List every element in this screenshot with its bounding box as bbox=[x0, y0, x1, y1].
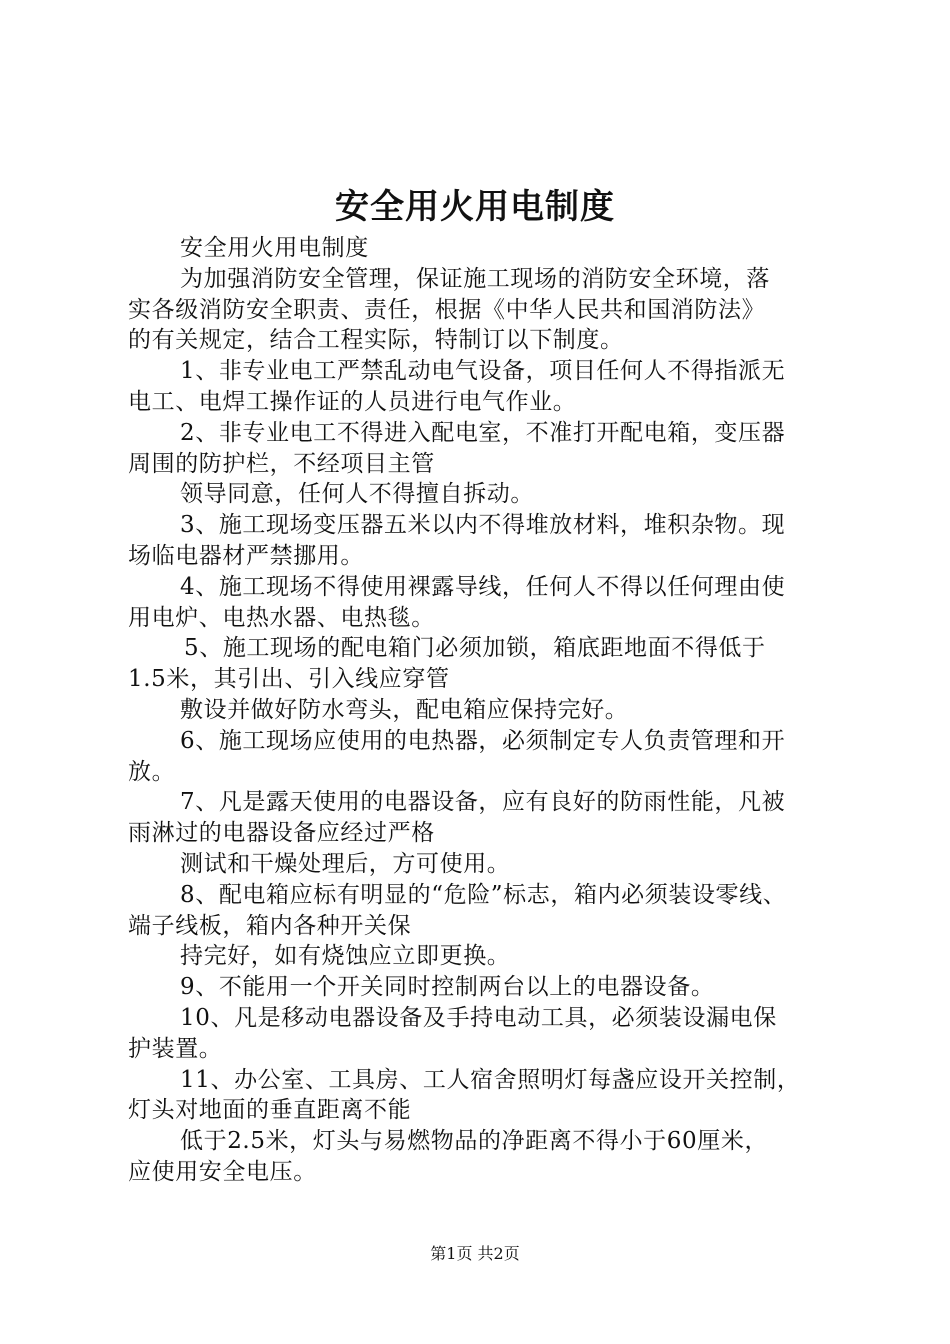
body-line: 低于2.5米，灯头与易燃物品的净距离不得小于60厘米， bbox=[180, 1128, 769, 1155]
document-body bbox=[128, 233, 840, 1188]
body-line: 端子线板，箱内各种开关保 bbox=[128, 912, 412, 939]
body-line: 护装置。 bbox=[128, 1035, 223, 1062]
body-line: 1、非专业电工严禁乱动电气设备，项目任何人不得指派无 bbox=[180, 358, 786, 385]
body-line: 6、施工现场应使用的电热器，必须制定专人负责管理和开 bbox=[180, 727, 786, 754]
body-line: 周围的防护栏，不经项目主管 bbox=[128, 450, 435, 477]
body-line: 4、施工现场不得使用裸露导线，任何人不得以任何理由使 bbox=[180, 573, 786, 600]
body-line: 雨淋过的电器设备应经过严格 bbox=[128, 820, 435, 847]
page-footer: 第1页 共2页 bbox=[430, 1244, 520, 1263]
body-line: 用电炉、电热水器、电热毯。 bbox=[128, 604, 435, 631]
body-line: 领导同意，任何人不得擅自拆动。 bbox=[180, 481, 534, 508]
body-line: 安全用火用电制度 bbox=[180, 235, 369, 261]
body-line: 2、非专业电工不得进入配电室，不准打开配电箱，变压器 bbox=[180, 419, 786, 446]
body-line: 10、凡是移动电器设备及手持电动工具，必须装设漏电保 bbox=[180, 1004, 777, 1031]
body-line: 应使用安全电压。 bbox=[128, 1158, 317, 1185]
body-line: 的有关规定，结合工程实际，特制订以下制度。 bbox=[128, 327, 624, 354]
document-title: 安全用火用电制度 bbox=[335, 187, 615, 227]
body-line: 9、不能用一个开关同时控制两台以上的电器设备。 bbox=[180, 974, 715, 1001]
body-line: 1.5米，其引出、引入线应穿管 bbox=[128, 666, 450, 693]
body-line: 为加强消防安全管理，保证施工现场的消防安全环境，落 bbox=[180, 265, 770, 292]
body-line: 5、施工现场的配电箱门必须加锁，箱底距地面不得低于 bbox=[184, 635, 766, 662]
body-line: 测试和干燥处理后，方可使用。 bbox=[180, 850, 511, 877]
body-line: 11、办公室、工具房、工人宿舍照明灯每盏应设开关控制， bbox=[180, 1066, 801, 1093]
body-line: 敷设并做好防水弯头，配电箱应保持完好。 bbox=[180, 696, 629, 723]
body-line: 放。 bbox=[128, 758, 176, 785]
body-line: 7、凡是露天使用的电器设备，应有良好的防雨性能，凡被 bbox=[180, 789, 786, 816]
body-line: 电工、电焊工操作证的人员进行电气作业。 bbox=[128, 388, 577, 415]
body-line: 灯头对地面的垂直距离不能 bbox=[128, 1097, 412, 1124]
body-line: 实各级消防安全职责、责任，根据《中华人民共和国消防法》 bbox=[128, 296, 766, 323]
body-line: 3、施工现场变压器五米以内不得堆放材料，堆积杂物。现 bbox=[180, 512, 786, 539]
body-line: 场临电器材严禁挪用。 bbox=[128, 542, 364, 569]
body-line: 8、配电箱应标有明显的“危险”标志，箱内必须装设零线、 bbox=[180, 881, 787, 908]
body-line: 持完好，如有烧蚀应立即更换。 bbox=[180, 943, 511, 970]
